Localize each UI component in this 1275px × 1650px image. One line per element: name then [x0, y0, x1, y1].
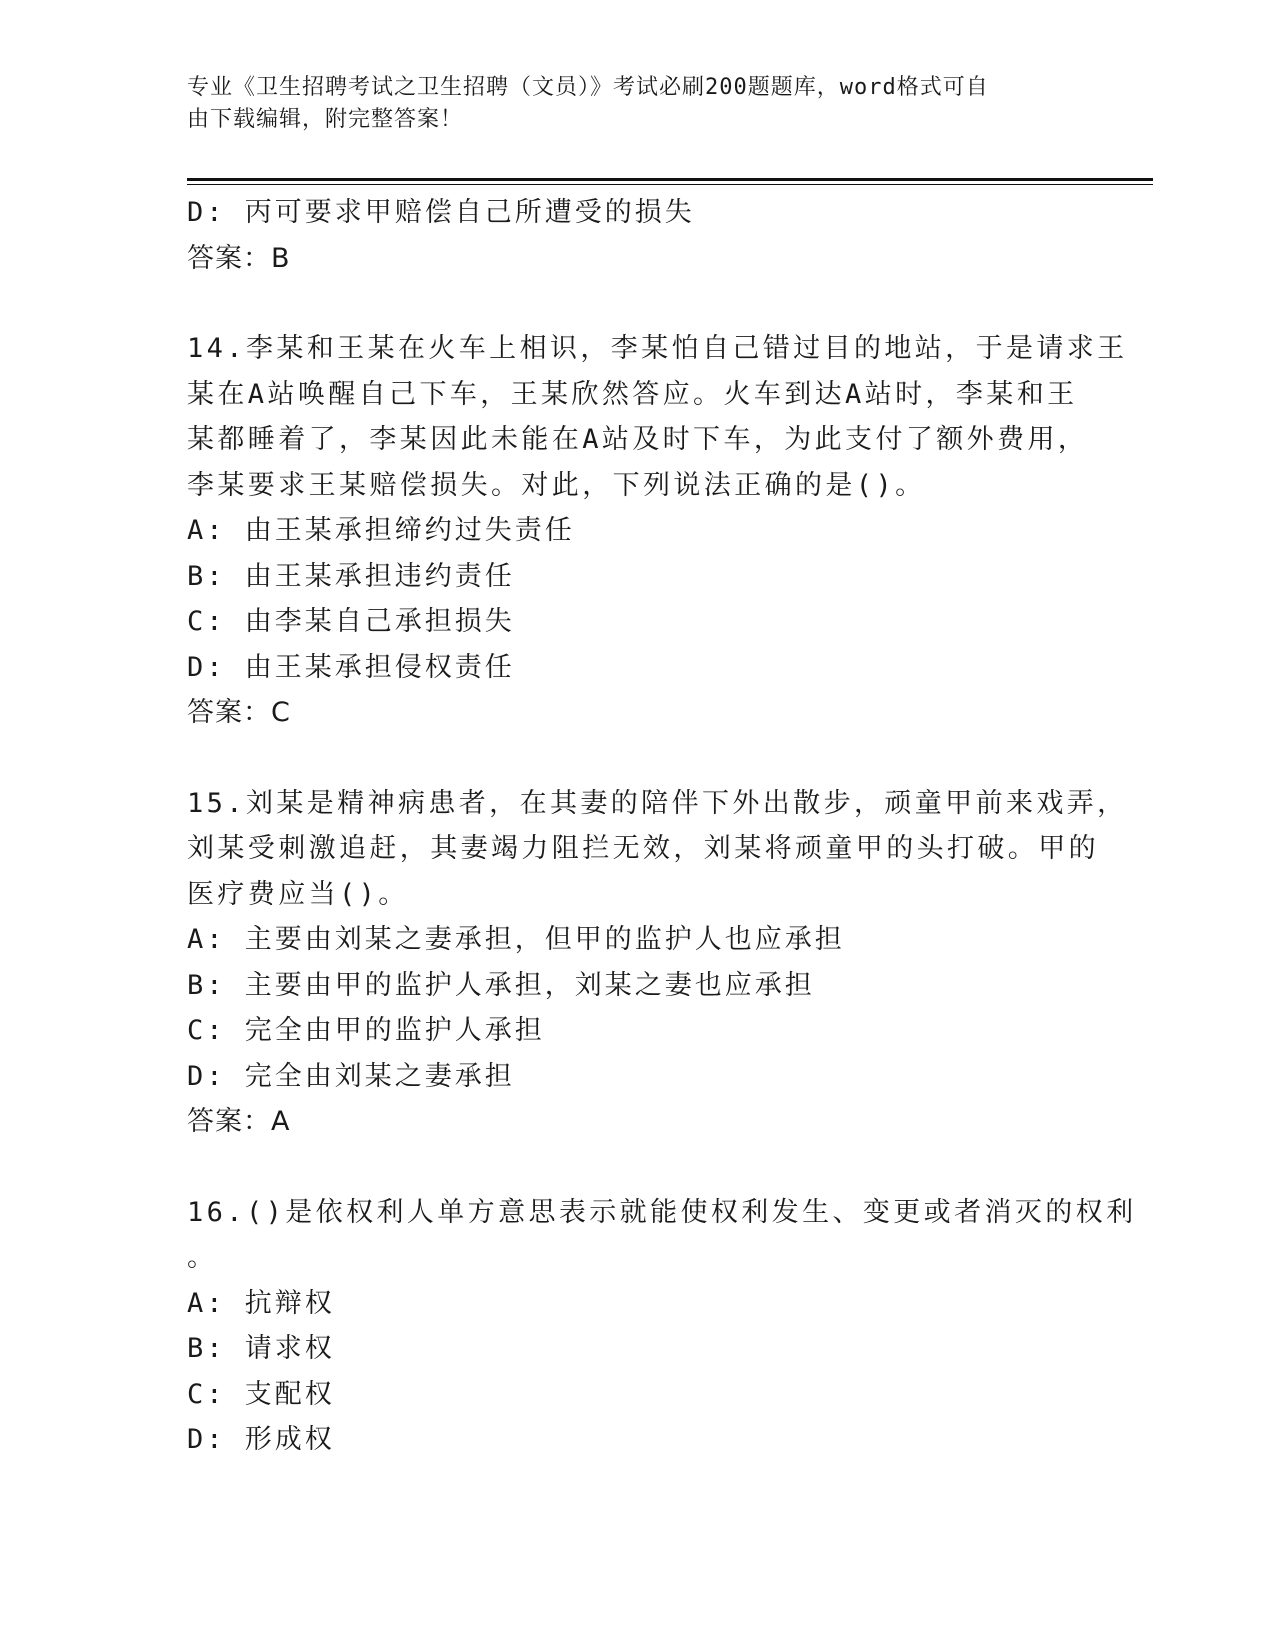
answer-label: 答案：C	[187, 697, 291, 728]
option-a: A: 由王某承担缔约过失责任	[187, 515, 575, 546]
stem-line: 医疗费应当()。	[187, 878, 409, 910]
option-a: A: 抗辩权	[187, 1287, 335, 1319]
stem-line: 。	[187, 1242, 218, 1273]
question-14	[187, 326, 1128, 736]
stem-line: 16.()是依权利人单方意思表示就能使权利发生、变更或者消灭的权利	[187, 1196, 1137, 1228]
option-d: D: 由王某承担侵权责任	[187, 651, 515, 683]
page-header	[187, 72, 1067, 136]
header-line-2: 由下载编辑，附完整答案！	[187, 107, 464, 132]
question-stem	[187, 326, 1128, 508]
option-b: B: 主要由甲的监护人承担，刘某之妻也应承担	[187, 969, 815, 1001]
option-c: C: 完全由甲的监护人承担	[187, 1015, 545, 1046]
question-16	[187, 1190, 1137, 1463]
header-divider-thick	[187, 178, 1153, 181]
answer-label: 答案：B	[187, 242, 291, 274]
spacer	[187, 1145, 1087, 1190]
option-b: B: 由王某承担违约责任	[187, 560, 515, 592]
stem-line: 刘某受刺激追赶，其妻竭力阻拦无效，刘某将顽童甲的头打破。甲的	[187, 833, 1099, 864]
question-stem	[187, 1190, 1137, 1281]
option-d: D: 形成权	[187, 1424, 335, 1455]
option-b: B: 请求权	[187, 1333, 335, 1364]
option-d: D: 完全由刘某之妻承担	[187, 1060, 515, 1092]
option-a: A: 主要由刘某之妻承担，但甲的监护人也应承担	[187, 924, 845, 955]
stem-line: 某都睡着了，李某因此未能在A站及时下车，为此支付了额外费用，	[187, 424, 1089, 455]
option-d: D: 丙可要求甲赔偿自己所遭受的损失	[187, 197, 695, 228]
stem-line: 15.刘某是精神病患者，在其妻的陪伴下外出散步，顽童甲前来戏弄，	[187, 787, 1128, 819]
spacer	[187, 281, 1087, 326]
stem-line: 14.李某和王某在火车上相识，李某怕自己错过目的地站，于是请求王	[187, 333, 1128, 364]
stem-line: 李某要求王某赔偿损失。对此，下列说法正确的是()。	[187, 469, 926, 501]
header-line-1: 专业《卫生招聘考试之卫生招聘（文员）》考试必刷200题题库，word格式可自	[187, 75, 989, 100]
question-content	[187, 190, 1137, 1463]
spacer	[187, 736, 1087, 781]
question-15	[187, 781, 1128, 1145]
stem-line: 某在A站唤醒自己下车，王某欣然答应。火车到达A站时，李某和王	[187, 378, 1078, 410]
header-divider-thin	[187, 184, 1153, 185]
answer-label: 答案：A	[187, 1106, 291, 1137]
option-c: C: 支配权	[187, 1378, 335, 1410]
option-c: C: 由李某自己承担损失	[187, 606, 515, 637]
question-stem	[187, 781, 1128, 918]
